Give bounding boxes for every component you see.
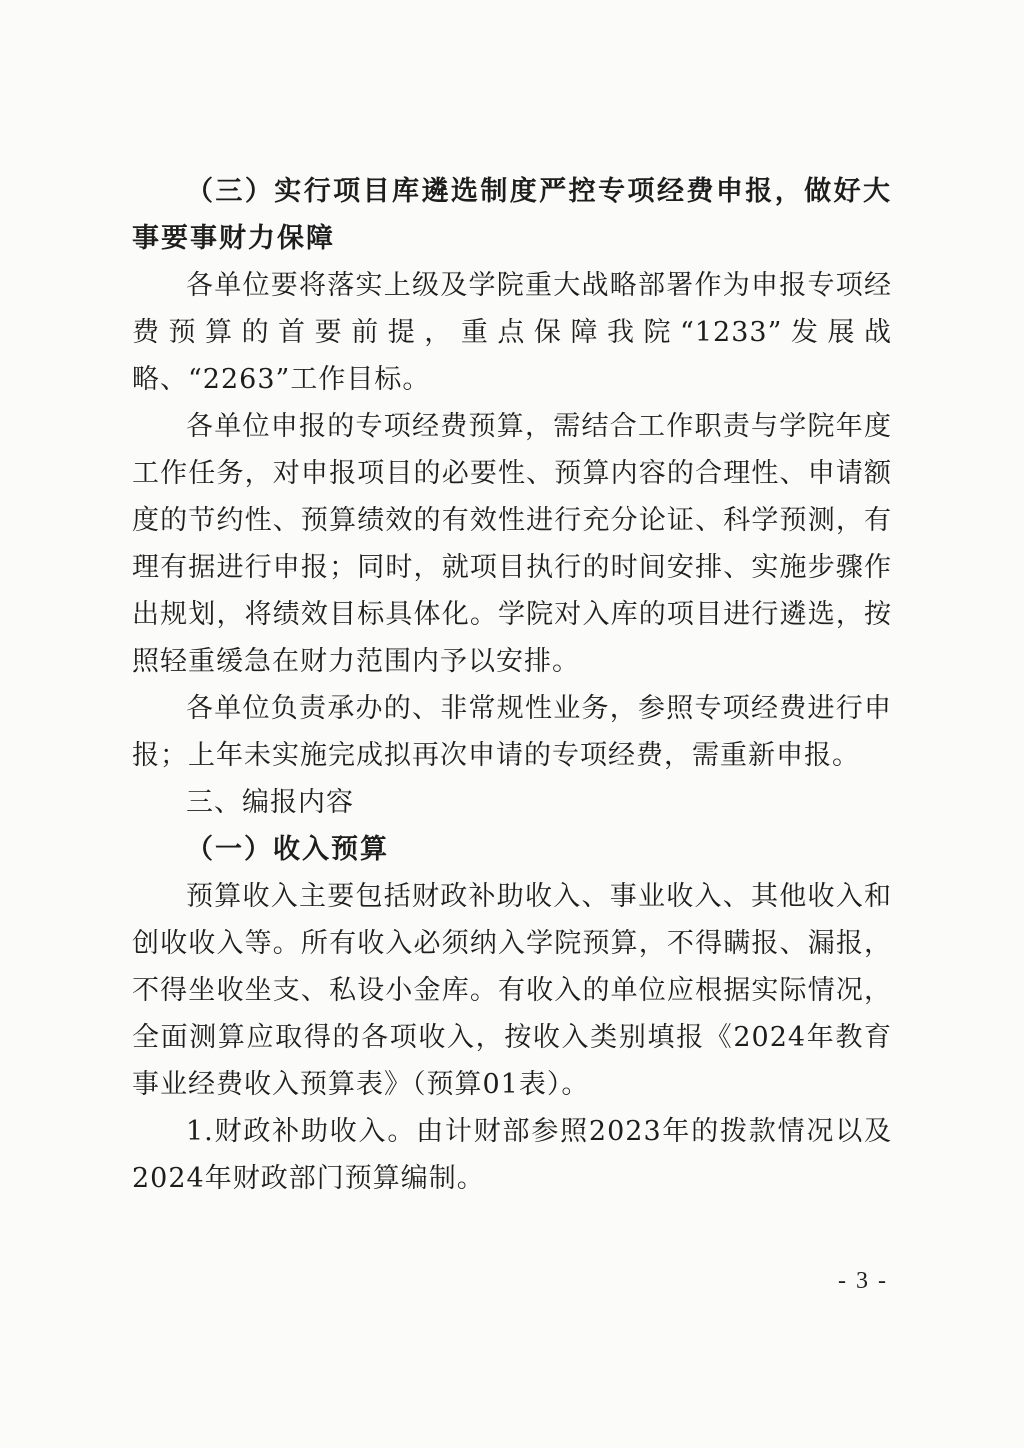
section-heading: （三）实行项目库遴选制度严控专项经费申报，做好大事要事财力保障 xyxy=(132,176,892,254)
page-number: - 3 - xyxy=(838,1268,888,1294)
paragraph: 各单位负责承办的、非常规性业务，参照专项经费进行申报；上年未实施完成拟再次申请的专项经费，需重新申报。 xyxy=(132,693,892,771)
paragraph: 各单位要将落实上级及学院重大战略部署作为申报专项经费预算的首要前提，重点保障我院“1233”发展战略、“2263”工作目标。 xyxy=(132,270,892,395)
paragraph: 1.财政补助收入。由计财部参照2023年的拨款情况以及2024年财政部门预算编制。 xyxy=(132,1116,892,1194)
document-body xyxy=(132,168,892,1202)
sub-heading: （一）收入预算 xyxy=(186,834,389,865)
paragraph: 预算收入主要包括财政补助收入、事业收入、其他收入和创收收入等。所有收入必须纳入学院预算，不得瞒报、漏报，不得坐收坐支、私设小金库。有收入的单位应根据实际情况，全面测算应取得的各项收入，按收入类别填报《2024年教育事业经费收入预算表》（预算01表）。 xyxy=(132,881,892,1100)
paragraph: 各单位申报的专项经费预算，需结合工作职责与学院年度工作任务，对申报项目的必要性、预算内容的合理性、申请额度的节约性、预算绩效的有效性进行充分论证、科学预测，有理有据进行申报；同时，就项目执行的时间安排、实施步骤作出规划，将绩效目标具体化。学院对入库的项目进行遴选，按照轻重缓急在财力范围内予以安排。 xyxy=(132,411,892,677)
chapter-heading: 三、编报内容 xyxy=(186,787,354,818)
